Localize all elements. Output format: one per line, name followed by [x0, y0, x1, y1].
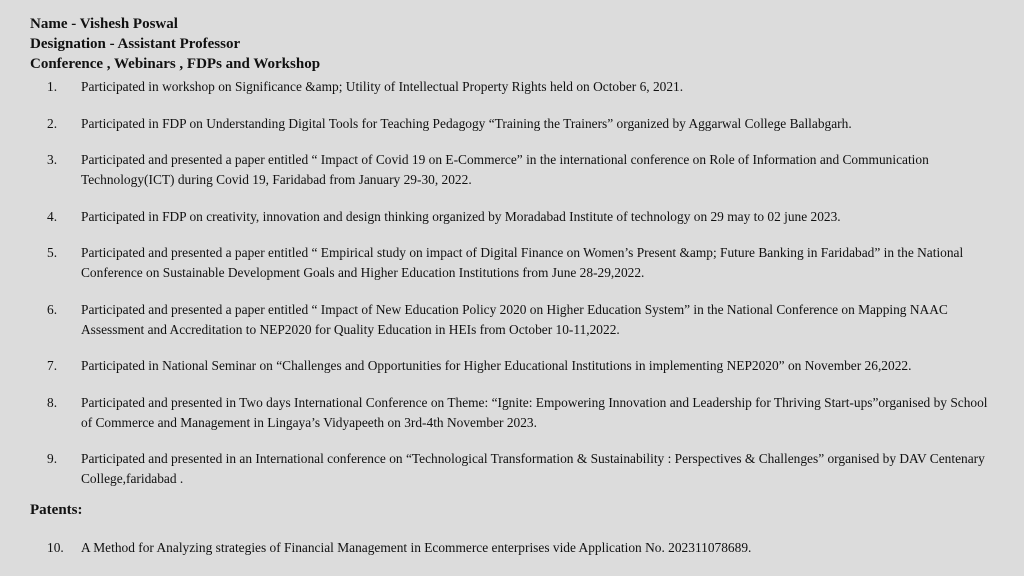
- list-item-text: Participated and presented a paper entitled “ Empirical study on impact of Digital Finance on Women’s Present &amp; Future Banking in Faridabad” in the National Conference on Sustainable Development Goals and Higher Education Institutions from June 28-29,2022.: [81, 245, 964, 280]
- author-name: Name - Vishesh Poswal: [30, 16, 178, 32]
- list-item-number: 2.: [47, 115, 58, 131]
- list-item-text: Participated and presented a paper entitled “ Impact of Covid 19 on E-Commerce” in the international conference on Role of Information and Communication Technology(ICT) during Covid 19, Faridabad from January 29-30, 2022.: [81, 152, 929, 187]
- list-item-number: 6.: [47, 301, 58, 317]
- conference-list: [30, 77, 1000, 489]
- list-item: [30, 538, 1000, 558]
- list-item-text: Participated in FDP on Understanding Digital Tools for Teaching Pedagogy “Training the Trainers” organized by Aggarwal College Ballabgarh.: [81, 115, 852, 131]
- list-item: [30, 114, 1000, 134]
- list-item-text: Participated and presented a paper entitled “ Impact of New Education Policy 2020 on Higher Education System” in the National Conference on Mapping NAAC Assessment and Accreditation to NEP2020 for Quality Education in HEIs from October 10-11,2022.: [81, 301, 948, 337]
- list-item-text: Participated in National Seminar on “Challenges and Opportunities for Higher Educational Institutions in implementing NEP2020” on November 26,2022.: [81, 358, 912, 373]
- list-item-text: Participated and presented in Two days International Conference on Theme: “Ignite: Empowering Innovation and Leadership for Thriving Start-ups”organised by School of Commerce and Management in Lingaya’s Vidyapeeth on 3rd-4th November 2023.: [81, 394, 988, 430]
- section-title: Conference , Webinars , FDPs and Workshop: [30, 56, 321, 72]
- list-item-number: 5.: [47, 245, 58, 260]
- list-item-number: 1.: [47, 79, 58, 94]
- list-item-number: 10.: [47, 539, 64, 555]
- list-item: [30, 300, 1000, 340]
- list-item-number: 7.: [47, 358, 58, 373]
- list-item-text: A Method for Analyzing strategies of Financial Management in Ecommerce enterprises vide Application No. 202311078689.: [81, 539, 752, 555]
- list-item-number: 4.: [47, 208, 58, 224]
- list-item-number: 9.: [47, 451, 58, 466]
- list-item-number: 3.: [47, 152, 58, 167]
- patents-heading: Patents:: [30, 501, 83, 518]
- list-item-text: Participated in FDP on creativity, innovation and design thinking organized by Moradabad Institute of technology on 29 may to 02 june 2023.: [81, 208, 841, 224]
- list-item: [30, 449, 1000, 489]
- list-item: [30, 150, 1000, 190]
- list-item: [30, 356, 1000, 376]
- list-item-number: 8.: [47, 394, 58, 410]
- patents-list: [30, 538, 1000, 558]
- list-item: [30, 393, 1000, 433]
- list-item: [30, 243, 1000, 283]
- list-item: [30, 77, 1000, 97]
- list-item: [30, 207, 1000, 227]
- author-designation: Designation - Assistant Professor: [30, 36, 241, 52]
- list-item-text: Participated in workshop on Significance &amp; Utility of Intellectual Property Rights held on October 6, 2021.: [81, 79, 684, 94]
- list-item-text: Participated and presented in an International conference on “Technological Transformation & Sustainability : Perspectives & Challenges” organised by DAV Centenary College,faridabad .: [81, 451, 985, 486]
